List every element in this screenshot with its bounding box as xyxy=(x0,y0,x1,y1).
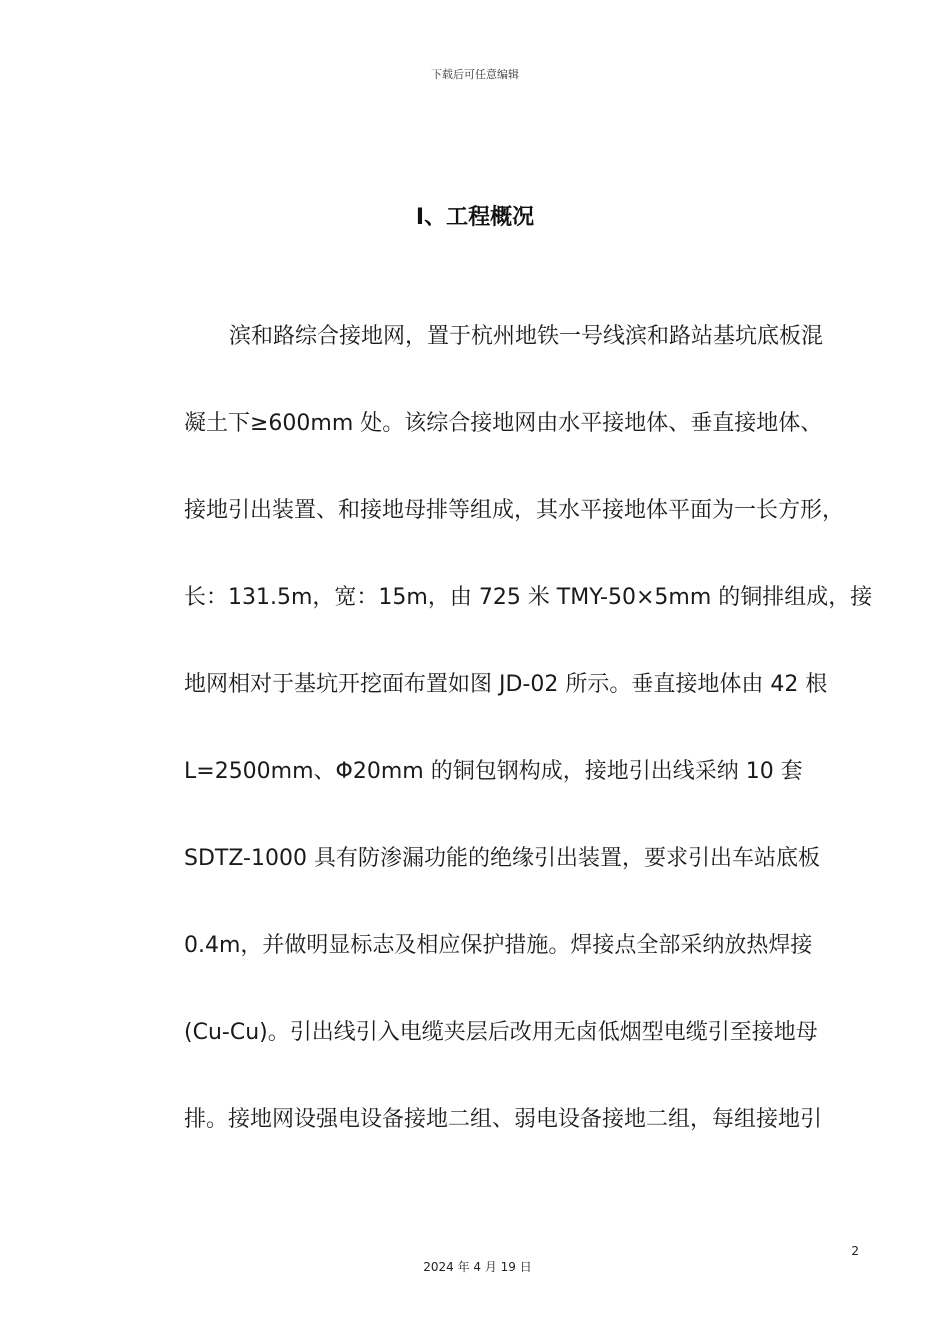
section-heading: Ⅰ、工程概况 xyxy=(415,205,535,230)
body-line: 接地引出装置、和接地母排等组成，其水平接地体平面为一长方形， xyxy=(184,498,845,523)
body-line: (Cu-Cu)。引出线引入电缆夹层后改用无卤低烟型电缆引至接地母 xyxy=(184,1020,818,1045)
body-line: L=2500mm、Φ20mm 的铜包钢构成，接地引出线采纳 10 套 xyxy=(184,759,803,784)
body-line: 滨和路综合接地网，置于杭州地铁一号线滨和路站基坑底板混 xyxy=(229,324,824,349)
body-line: 0.4m，并做明显标志及相应保护措施。焊接点全部采纳放热焊接 xyxy=(184,933,813,958)
footer-date: 2024 年 4 月 19 日 xyxy=(423,1260,532,1274)
page-number: 2 xyxy=(851,1244,859,1258)
header-note: 下载后可任意编辑 xyxy=(431,68,519,81)
body-line: 排。接地网设强电设备接地二组、弱电设备接地二组，每组接地引 xyxy=(184,1107,823,1132)
body-line: 地网相对于基坑开挖面布置如图 JD-02 所示。垂直接地体由 42 根 xyxy=(184,672,828,697)
body-paragraph xyxy=(184,318,884,1188)
body-line: SDTZ-1000 具有防渗漏功能的绝缘引出装置，要求引出车站底板 xyxy=(184,846,820,871)
body-line: 凝土下≥600mm 处。该综合接地网由水平接地体、垂直接地体、 xyxy=(184,411,823,436)
body-line: 长：131.5m，宽：15m，由 725 米 TMY-50×5mm 的铜排组成，接 xyxy=(184,585,873,610)
